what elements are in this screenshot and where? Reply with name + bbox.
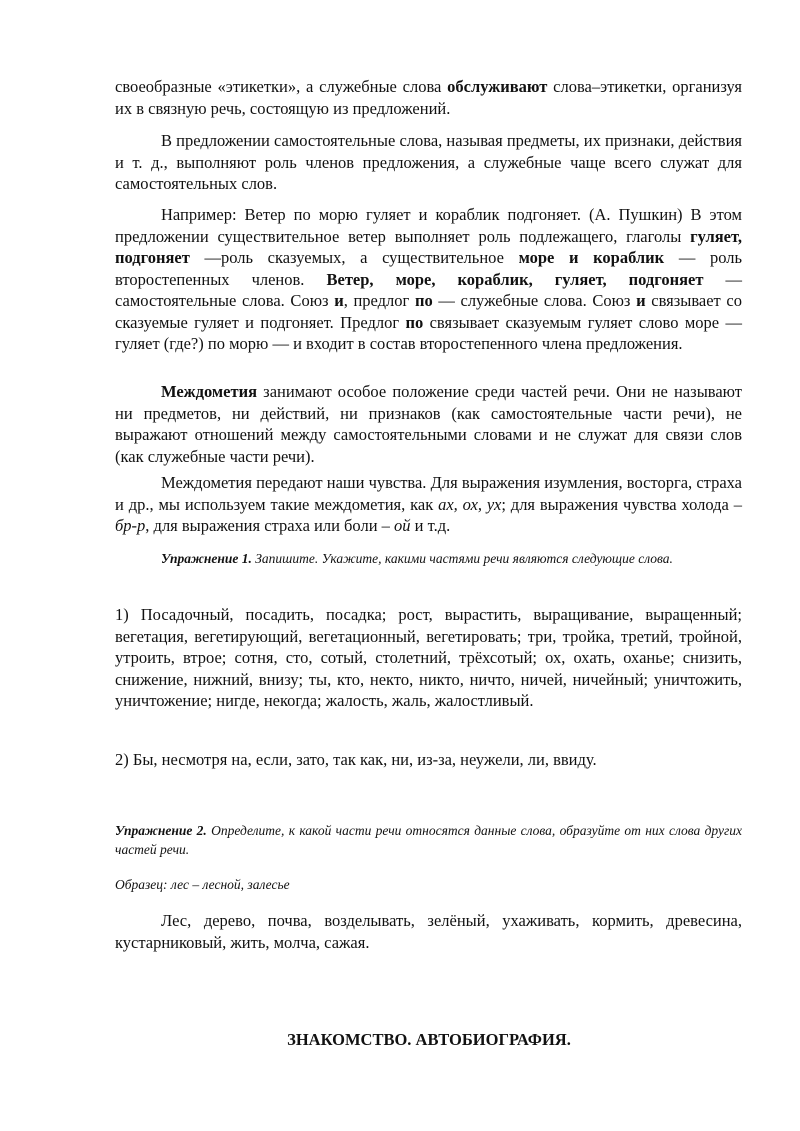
text-run: бр-р	[115, 516, 146, 535]
text-run: своеобразные «этикетки», а служебные слова	[115, 77, 448, 96]
text-run: и	[334, 291, 344, 310]
exercise1-task	[115, 549, 742, 568]
text-run: Междометия передают наши чувства. Для выражения изумления, восторга, страха и др., мы используем такие междометия, как	[115, 473, 742, 514]
text-run: Например: Ветер по морю гуляет и кораблик подгоняет. (А. Пушкин) В этом предложении существительное ветер выполняет роль подлежащего, глаголы	[115, 205, 742, 246]
exercise2-instruction: Определите, к какой части речи относятся данные слова, образуйте от них слова других частей речи.	[115, 823, 742, 857]
exercise2-sample: Образец: лес – лесной, залесье	[115, 877, 290, 892]
paragraph-sentence-roles	[115, 130, 742, 195]
text-run: и	[636, 291, 646, 310]
paragraph-service-words	[115, 76, 742, 119]
text-run: Междометия	[161, 382, 258, 401]
exercise1-item-2: 2) Бы, несмотря на, если, зато, так как, ни, из-за, неужели, ли, ввиду.	[115, 750, 597, 769]
exercise2-words: Лес, дерево, почва, возделывать, зелёный, ухаживать, кормить, древесина, кустарниковый, жить, молча, сажая.	[115, 911, 742, 952]
text-run: занимают особое положение среди частей речи. Они не называют ни предметов, ни действий, ни признаков (как самостоятельные части речи), не выражают отношений между самостоятельными словами и не служат для связи слов (как служебные части речи).	[115, 382, 742, 466]
text-run: —роль сказуемых, а существительное	[189, 248, 519, 267]
text-run: по	[414, 291, 433, 310]
exercise2-task	[115, 821, 742, 859]
text-run: , предлог	[343, 291, 415, 310]
text-run: ах, ох, ух	[438, 494, 502, 514]
text-run: слова–этикетки, организуя их в связную речь, состоящую из предложений.	[115, 77, 742, 118]
text-run: ой	[394, 516, 411, 535]
text-run: по	[405, 312, 424, 332]
text-run: связывает сказуемым гуляет слово море — гуляет (где?) по морю — и входит в состав второстепенного члена предложения.	[115, 312, 742, 353]
text-run: ; для выражения чувства холода –	[501, 494, 742, 514]
text-run: обслуживают	[447, 77, 548, 96]
text-run: связывает со сказуемые гуляет и подгоняет. Предлог	[115, 291, 742, 332]
exercise2-title: Упражнение 2.	[115, 823, 207, 838]
text-run: — самостоятельные слова. Союз	[115, 269, 742, 310]
text-run: — роль второстепенных членов.	[115, 248, 742, 289]
text-run: Ветер, море, кораблик, гуляет, подгоняет	[326, 269, 704, 289]
text-run: , для выражения страха или боли –	[145, 516, 395, 535]
text-run: море и кораблик	[518, 248, 665, 267]
paragraph-example-pushkin	[115, 204, 742, 355]
paragraph-interjections	[115, 381, 742, 467]
exercise1-title: Упражнение 1.	[161, 551, 252, 566]
exercise1-item-1: 1) Посадочный, посадить, посадка; рост, вырастить, выращивание, выращенный; вегетация, вегетирующий, вегетационный, вегетировать; три, тройка, третий, тройной, утроить, втрое; сотня, сто, сотый, столетний, трёхсотый; ох, охать, оханье; снизить, снижение, нижний, внизу; ты, кто, некто, никто, ничто, ничей, ничейный; уничтожить, уничтожение; нигде, некогда; жалость, жаль, жалостливый.	[115, 605, 742, 710]
section-heading: ЗНАКОМСТВО. АВТОБИОГРАФИЯ.	[287, 1030, 571, 1049]
text-run: и т.д.	[410, 516, 451, 535]
paragraph-interjection-feelings	[115, 472, 742, 537]
text-run: — служебные слова. Союз	[432, 291, 637, 310]
exercise1-instruction: Запишите. Укажите, какими частями речи являются следующие слова.	[251, 551, 673, 566]
text-run: В предложении самостоятельные слова, называя предметы, их признаки, действия и т. д., выполняют роль членов предложения, а служебные чаще всего служат для самостоятельных слов.	[115, 131, 742, 193]
text-run: гуляет, подгоняет	[115, 226, 742, 267]
